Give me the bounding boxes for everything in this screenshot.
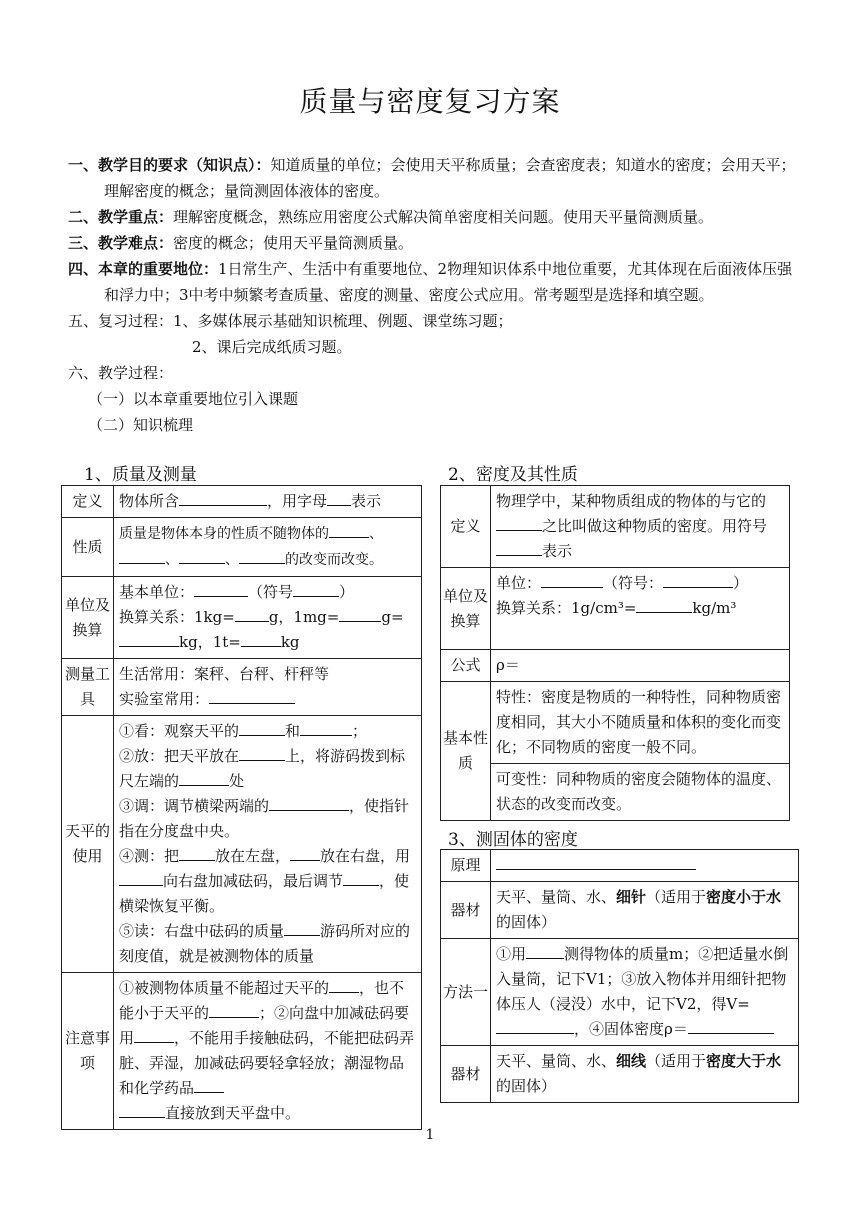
density-formula-row: [441, 650, 790, 682]
density-formula-cell: ρ＝: [491, 650, 790, 682]
balance-use-cell: ①看：观察天平的 和 ； ②放：把天平放在 上，将游码拨到标尺左端的 处 ③调：调节横梁两端的 ，使指针指在分度盘中央。 ④测：把 放在左盘， 放在右盘，用向右盘加减砝码，最后调节 ，使横梁恢复平衡。 ⑤读：右盘中砝码的质量 游码所对应的刻度值，就是被测物体的质量: [114, 716, 422, 973]
page-number: 1: [425, 1127, 435, 1143]
row-label: 单位及换算: [441, 568, 491, 650]
density-unit-row: [441, 568, 790, 650]
page-title: 质量与密度复习方案: [299, 85, 561, 118]
teaching-process-line: 六、教学过程：: [68, 364, 174, 382]
review-process-line-2: 2、课后完成纸质习题。: [192, 338, 352, 356]
mass-definition-cell: 物体所含 ，用字母 表示: [114, 486, 422, 518]
density-definition-row: [441, 486, 790, 568]
difficulties-line: [68, 230, 798, 256]
importance-text: 1日常生产、生活中有重要地位、2物理知识体系中地位重要，尤其体现在后面液体压强和浮力中；3中考中频繁考查质量、密度的测量、密度公式应用。常考题型是选择和填空题。: [104, 260, 793, 304]
method-one-cell: ①用 测得物体的质量m；②把适量水倒入量筒，记下V1；③放入物体并用细针把物体压人（浸没）水中，记下V2，得V=，④固体密度ρ＝: [491, 939, 799, 1046]
principle-cell: [491, 850, 799, 882]
key-points-text: 理解密度概念，熟练应用密度公式解决简单密度相关问题。使用天平量筒测质量。: [173, 208, 714, 226]
mass-tool-row: [62, 659, 422, 716]
density-characteristic-cell: 特性：密度是物质的一种特性，同种物质密度相同，其大小不随质量和体积的变化而变化；不同物质的密度一般不同。: [491, 682, 790, 764]
density-variability-cell: 可变性：同种物质的密度会随物体的温度、状态的改变而改变。: [491, 764, 790, 821]
objectives-line: [68, 152, 798, 204]
row-label: 注意事项: [62, 973, 114, 1130]
key-points-head: 二、教学重点：: [68, 208, 174, 226]
objectives-text: 知道质量的单位；会使用天平称质量；会查密度表；知道水的密度；会用天平；理解密度的概念；量筒测固体液体的密度。: [104, 156, 796, 200]
mass-property-row: [62, 518, 422, 577]
mass-heading: 1、质量及测量: [84, 465, 197, 485]
row-label: 定义: [62, 486, 114, 518]
row-label: 单位及换算: [62, 577, 114, 659]
density-definition-cell: 物理学中，某种物质组成的物体的与它的之比叫做这种物质的密度。用符号表示: [491, 486, 790, 568]
mass-table: [61, 485, 422, 1130]
equipment-cell-2: 天平、量筒、水、细线（适用于密度大于水的固体）: [491, 1046, 799, 1103]
density-heading: 2、密度及其性质: [448, 465, 578, 485]
row-label: 基本性质: [441, 682, 491, 821]
row-label: 测量工具: [62, 659, 114, 716]
review-process-line: 五、复习过程：1、多媒体展示基础知识梳理、例题、课堂练习题；: [68, 312, 513, 330]
difficulties-head: 三、教学难点：: [68, 234, 174, 252]
precautions-cell: ①被测物体质量不能超过天平的 ，也不能小于天平的 ；②向盘中加减砝码要用 ，不能用手接触砝码，不能把砝码弄脏、弄湿，加减砝码要轻拿轻放；潮湿物品和化学药品 直接放到天平盘中。: [114, 973, 422, 1130]
row-label: 公式: [441, 650, 491, 682]
method-one-row: [441, 939, 799, 1046]
teaching-step-1: （一）以本章重要地位引入课题: [88, 390, 299, 408]
mass-unit-cell: 基本单位： （符号 ） 换算关系：1kg= g，1mg= g= kg，1t= kg: [114, 577, 422, 659]
equipment-row-2: [441, 1046, 799, 1103]
key-points-line: [68, 204, 798, 230]
objectives-head: 一、教学目的要求（知识点）：: [68, 156, 271, 174]
density-variability-row: [441, 764, 790, 821]
density-table: [440, 485, 790, 821]
row-label: 定义: [441, 486, 491, 568]
density-characteristic-row: [441, 682, 790, 764]
intro-section: [68, 152, 798, 438]
importance-line: [68, 256, 798, 308]
row-label: 器材: [441, 882, 491, 939]
row-label: 性质: [62, 518, 114, 577]
teaching-step-2: （二）知识梳理: [88, 416, 194, 434]
row-label: 器材: [441, 1046, 491, 1103]
mass-unit-row: [62, 577, 422, 659]
row-label: 原理: [441, 850, 491, 882]
density-unit-cell: 单位： （符号： ） 换算关系：1g/cm³= kg/m³: [491, 568, 790, 650]
row-label: 天平的使用: [62, 716, 114, 973]
solid-density-heading: 3、测固体的密度: [448, 830, 578, 850]
importance-head: 四、本章的重要地位：: [68, 260, 219, 278]
row-label: 方法一: [441, 939, 491, 1046]
principle-row: [441, 850, 799, 882]
mass-tool-cell: 生活常用：案秤、台秤、杆秤等 实验室常用：: [114, 659, 422, 716]
mass-definition-row: [62, 486, 422, 518]
precautions-row: [62, 973, 422, 1130]
solid-density-table: [440, 849, 799, 1103]
equipment-row-1: [441, 882, 799, 939]
difficulties-text: 密度的概念；使用天平量筒测质量。: [173, 234, 414, 252]
balance-use-row: [62, 716, 422, 973]
equipment-cell-1: 天平、量筒、水、细针（适用于密度小于水的固体）: [491, 882, 799, 939]
mass-property-cell: 质量是物体本身的性质不随物体的 、 、 、 的改变而改变。: [114, 518, 422, 577]
